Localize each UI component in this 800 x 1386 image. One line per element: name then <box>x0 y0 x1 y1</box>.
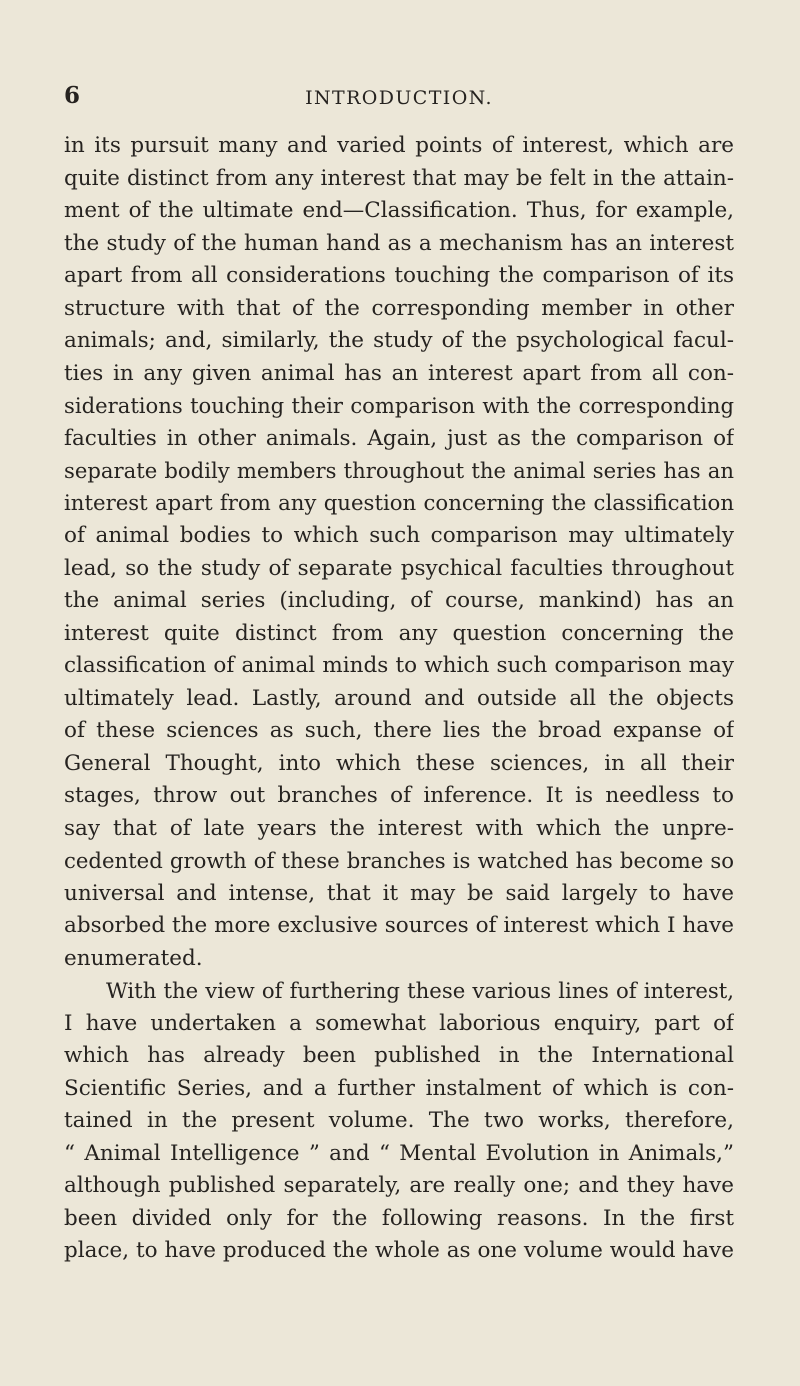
text-line: of animal bodies to which such comparison may ultimately <box>64 523 734 548</box>
text-line: the animal series (including, of course, mankind) has an <box>64 588 734 613</box>
text-line: the study of the human hand as a mechanism has an interest <box>64 230 734 256</box>
page-number: 6 <box>64 82 81 109</box>
text-line: animals; and, similarly, the study of the psychological facul- <box>64 328 734 353</box>
text-line: ties in any given animal has an interest apart from all con- <box>64 360 734 386</box>
text-line: of these sciences as such, there lies the broad expanse of <box>64 718 734 743</box>
text-line: tained in the present volume. The two works, therefore, <box>64 1108 734 1133</box>
text-line: ment of the ultimate end—Classification. Thus, for example, <box>64 198 734 223</box>
body-text <box>64 130 734 1268</box>
text-line: I have undertaken a somewhat laborious enquiry, part of <box>64 1010 734 1036</box>
text-line: say that of late years the interest with which the unpre- <box>64 815 734 841</box>
text-line: structure with that of the corresponding member in other <box>64 295 734 321</box>
text-line: “ Animal Intelligence ” and “ Mental Evolution in Animals,” <box>64 1140 734 1166</box>
text-line: quite distinct from any interest that may be felt in the attain- <box>64 165 734 191</box>
text-line: stages, throw out branches of inference. It is needless to <box>64 783 734 808</box>
text-line: although published separately, are really one; and they have <box>64 1173 734 1198</box>
page-header <box>64 82 734 112</box>
text-line: With the view of furthering these various lines of interest, <box>106 978 734 1003</box>
text-line: interest apart from any question concerning the classification <box>64 490 734 516</box>
text-line: lead, so the study of separate psychical faculties throughout <box>64 555 734 581</box>
text-line: interest quite distinct from any question concerning the <box>64 620 734 646</box>
text-line: Scientific Series, and a further instalment of which is con- <box>64 1075 734 1101</box>
text-line: enumerated. <box>64 945 203 971</box>
text-line: absorbed the more exclusive sources of interest which I have <box>64 913 734 938</box>
text-line: apart from all considerations touching the comparison of its <box>64 263 734 288</box>
running-head: INTRODUCTION. <box>305 87 493 109</box>
text-line: been divided only for the following reasons. In the first <box>64 1205 734 1231</box>
text-line: universal and intense, that it may be said largely to have <box>64 880 734 906</box>
text-line: separate bodily members throughout the animal series has an <box>64 458 734 483</box>
text-line: General Thought, into which these sciences, in all their <box>64 750 734 776</box>
text-line: classification of animal minds to which such comparison may <box>64 653 734 678</box>
text-line: faculties in other animals. Again, just as the comparison of <box>64 425 734 451</box>
text-line: which has already been published in the International <box>64 1043 734 1068</box>
text-line: in its pursuit many and varied points of interest, which are <box>64 133 734 158</box>
text-line: place, to have produced the whole as one volume would have <box>64 1238 734 1263</box>
text-line: ultimately lead. Lastly, around and outside all the objects <box>64 685 734 711</box>
text-line: siderations touching their comparison with the corresponding <box>64 393 734 418</box>
text-line: cedented growth of these branches is watched has become so <box>64 848 734 873</box>
